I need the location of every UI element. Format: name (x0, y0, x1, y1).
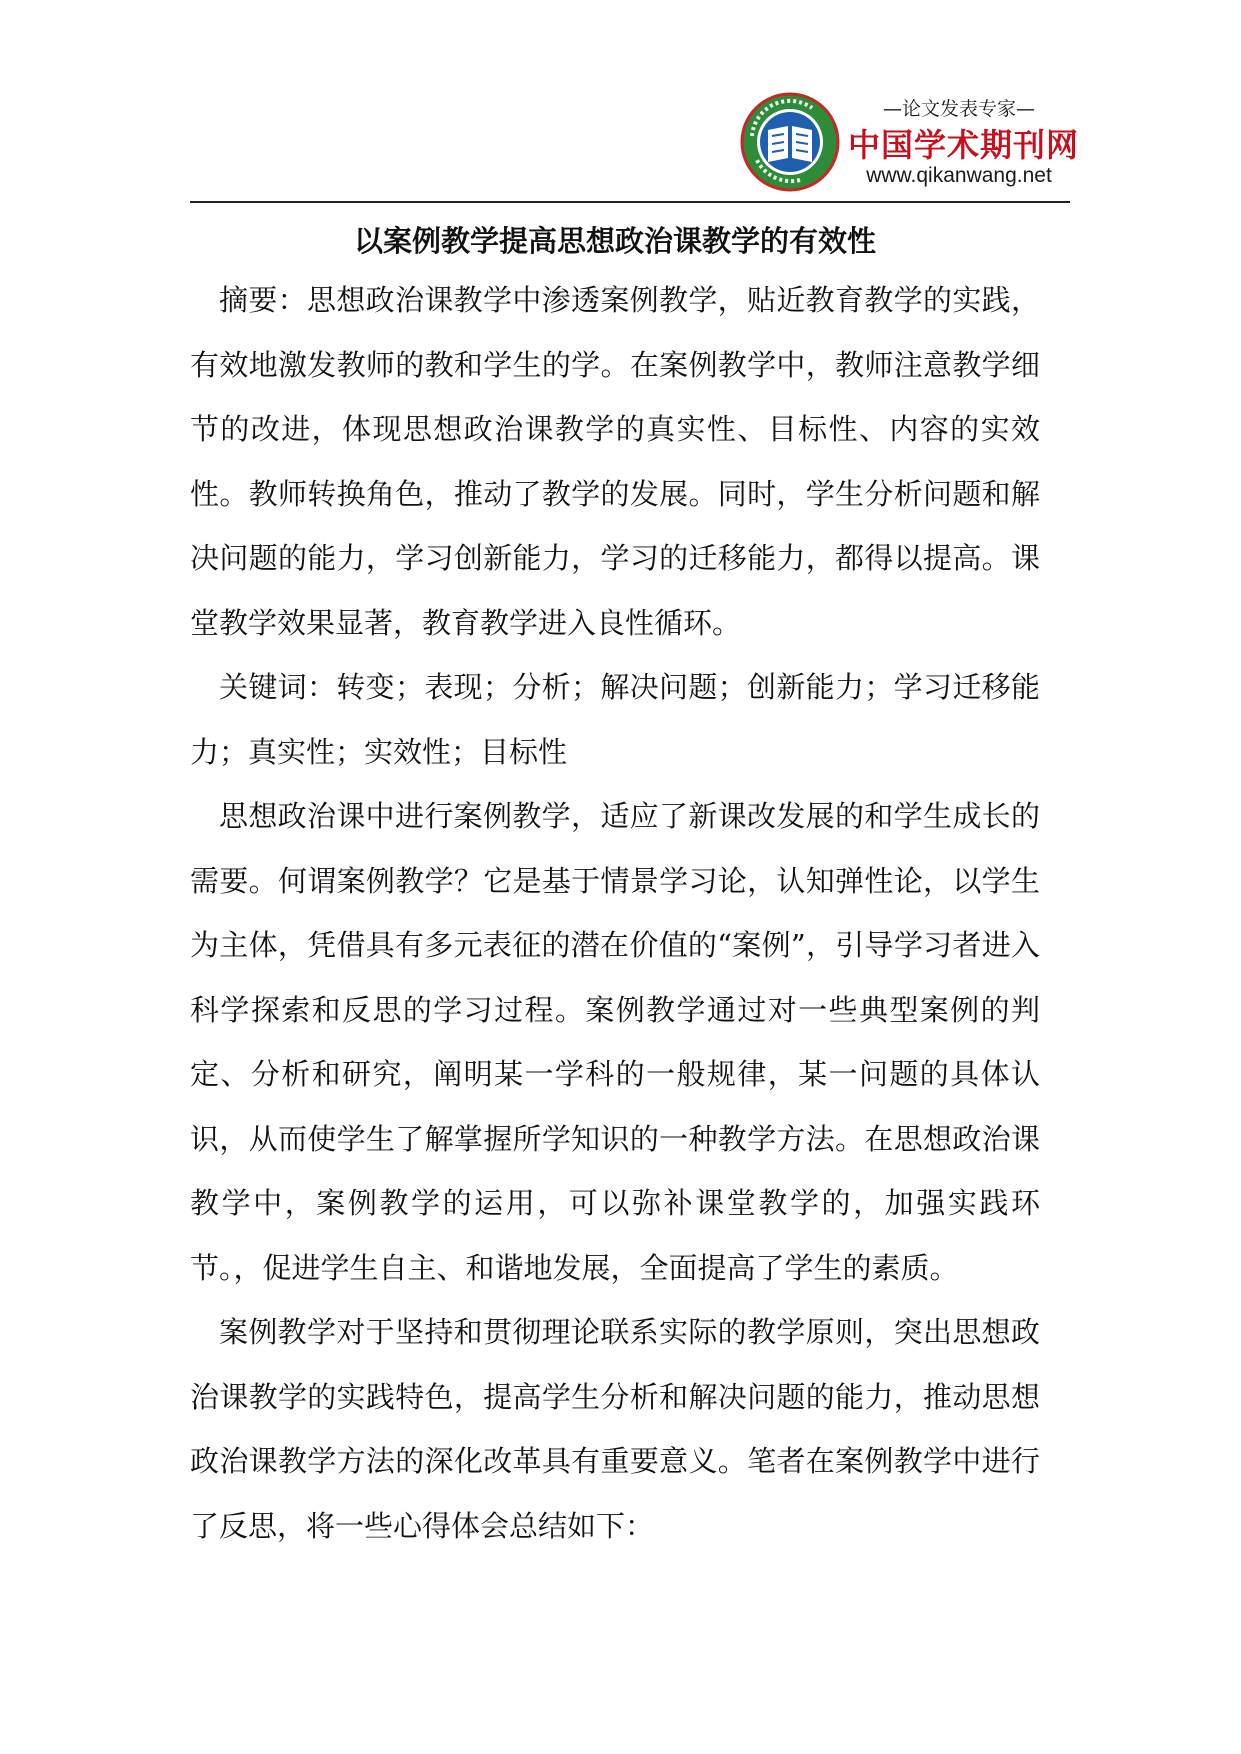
qikanwang-logo (740, 90, 1080, 200)
page-header (190, 80, 1080, 202)
logo-slogan: —论文发表专家— (882, 98, 1035, 120)
logo-text-block (848, 94, 1080, 194)
header-divider (190, 201, 1070, 203)
logo-site-url: www.qikanwang.net (866, 164, 1052, 187)
body-paragraph: 思想政治课中进行案例教学，适应了新课改发展的和学生成长的需要。何谓案例教学？它是基于情景学习论，认知弹性论，以学生为主体，凭借具有多元表征的潜在价值的“案例”，引导学习者进入科学探索和反思的学习过程。案例教学通过对一些典型案例的判定、分析和研究，阐明某一学科的一般规律，某一问题的具体认识，从而使学生了解掌握所学知识的一种教学方法。在思想政治课教学中，案例教学的运用，可以弥补课堂教学的，加强实践环节。，促进学生自主、和谐地发展，全面提高了学生的素质。 (190, 799, 1040, 1285)
logo-brand-name: 中国学术期刊网 (848, 126, 1080, 164)
document-title: 以案例教学提高思想政治课教学的有效性 (353, 224, 876, 258)
book-seal-icon (740, 92, 840, 192)
keywords-paragraph: 关键词：转变；表现；分析；解决问题；创新能力；学习迁移能力；真实性；实效性；目标性 (190, 670, 1040, 769)
abstract-paragraph: 摘要：思想政治课教学中渗透案例教学，贴近教育教学的实践，有效地激发教师的教和学生的学。在案例教学中，教师注意教学细节的改进，体现思想政治课教学的真实性、目标性、内容的实效性。教师转换角色，推动了教学的发展。同时，学生分析问题和解决问题的能力，学习创新能力，学习的迁移能力，都得以提高。课堂教学效果显著，教育教学进入良性循环。 (190, 283, 1040, 640)
body-paragraph: 案例教学对于坚持和贯彻理论联系实际的教学原则，突出思想政治课教学的实践特色，提高学生分析和解决问题的能力，推动思想政治课教学方法的深化改革具有重要意义。笔者在案例教学中进行了反思，将一些心得体会总结如下： (190, 1315, 1040, 1543)
article-body (190, 214, 1040, 1558)
